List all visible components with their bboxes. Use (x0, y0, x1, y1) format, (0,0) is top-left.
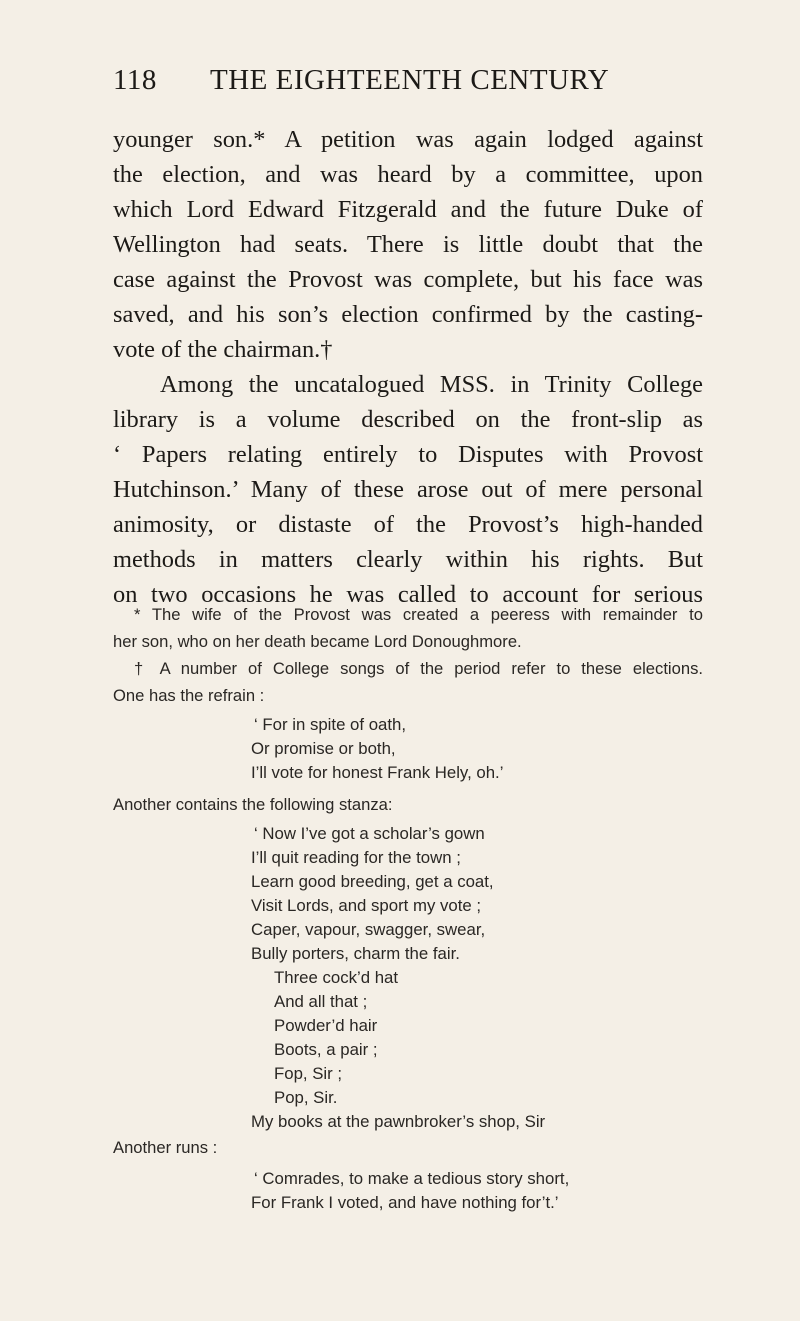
stanza-line: ‘ Now I’ve got a scholar’s gown (254, 824, 485, 843)
stanza-line: Caper, vapour, swagger, swear, (251, 920, 486, 939)
body-line: younger son.* A petition was again lodged against (113, 126, 703, 153)
body-line: the election, and was heard by a committee, upon (113, 161, 703, 188)
running-title: THE EIGHTEENTH CENTURY (210, 64, 610, 96)
stanza-line: Bully porters, charm the fair. (251, 944, 460, 963)
footnotes (113, 601, 703, 1215)
stanza-line: Fop, Sir ; (274, 1064, 343, 1083)
page-number: 118 (113, 64, 157, 96)
footnote-line: her son, who on her death became Lord Donoughmore. (113, 632, 522, 651)
refrain-line: I’ll vote for honest Frank Hely, oh.’ (251, 763, 504, 782)
verse-line: ‘ Comrades, to make a tedious story short, (254, 1169, 570, 1188)
body-line: on two occasions he was called to account for serious (113, 581, 703, 608)
stanza-line: Learn good breeding, get a coat, (251, 872, 494, 891)
body-line: Wellington had seats. There is little doubt that the (113, 231, 703, 258)
stanza-line: Powder’d hair (274, 1016, 378, 1035)
body-line: Hutchinson.’ Many of these arose out of mere personal (113, 476, 703, 503)
footnote-line: Another runs : (113, 1138, 218, 1157)
stanza-line: Visit Lords, and sport my vote ; (251, 896, 482, 915)
footnote-line: † A number of College songs of the period refer to these elections. (134, 659, 703, 678)
refrain-line: ‘ For in spite of oath, (254, 715, 407, 734)
footnote-line: Another contains the following stanza: (113, 795, 393, 814)
body-line: vote of the chairman.† (113, 336, 333, 363)
body-line: ‘ Papers relating entirely to Disputes with Provost (113, 441, 703, 468)
stanza-line: My books at the pawnbroker’s shop, Sir (251, 1112, 546, 1131)
verse-line: For Frank I voted, and have nothing for’t.’ (251, 1193, 559, 1212)
body-line: animosity, or distaste of the Provost’s high-handed (113, 511, 703, 538)
refrain-line: Or promise or both, (251, 739, 396, 758)
body-line: methods in matters clearly within his rights. But (113, 546, 703, 573)
main-text (113, 122, 703, 612)
stanza-line: Pop, Sir. (274, 1088, 338, 1107)
stanza-line: I’ll quit reading for the town ; (251, 848, 461, 867)
stanza-line: And all that ; (274, 992, 368, 1011)
footnote-line: * The wife of the Provost was created a peeress with remainder to (134, 605, 703, 624)
stanza-line: Boots, a pair ; (274, 1040, 378, 1059)
footnote-line: One has the refrain : (113, 686, 265, 705)
body-line: library is a volume described on the front-slip as (113, 406, 703, 433)
body-line: Among the uncatalogued MSS. in Trinity College (160, 371, 703, 398)
body-line: saved, and his son’s election confirmed by the casting- (113, 301, 703, 328)
stanza-line: Three cock’d hat (274, 968, 399, 987)
body-line: case against the Provost was complete, but his face was (113, 266, 703, 293)
body-line: which Lord Edward Fitzgerald and the future Duke of (113, 196, 703, 223)
